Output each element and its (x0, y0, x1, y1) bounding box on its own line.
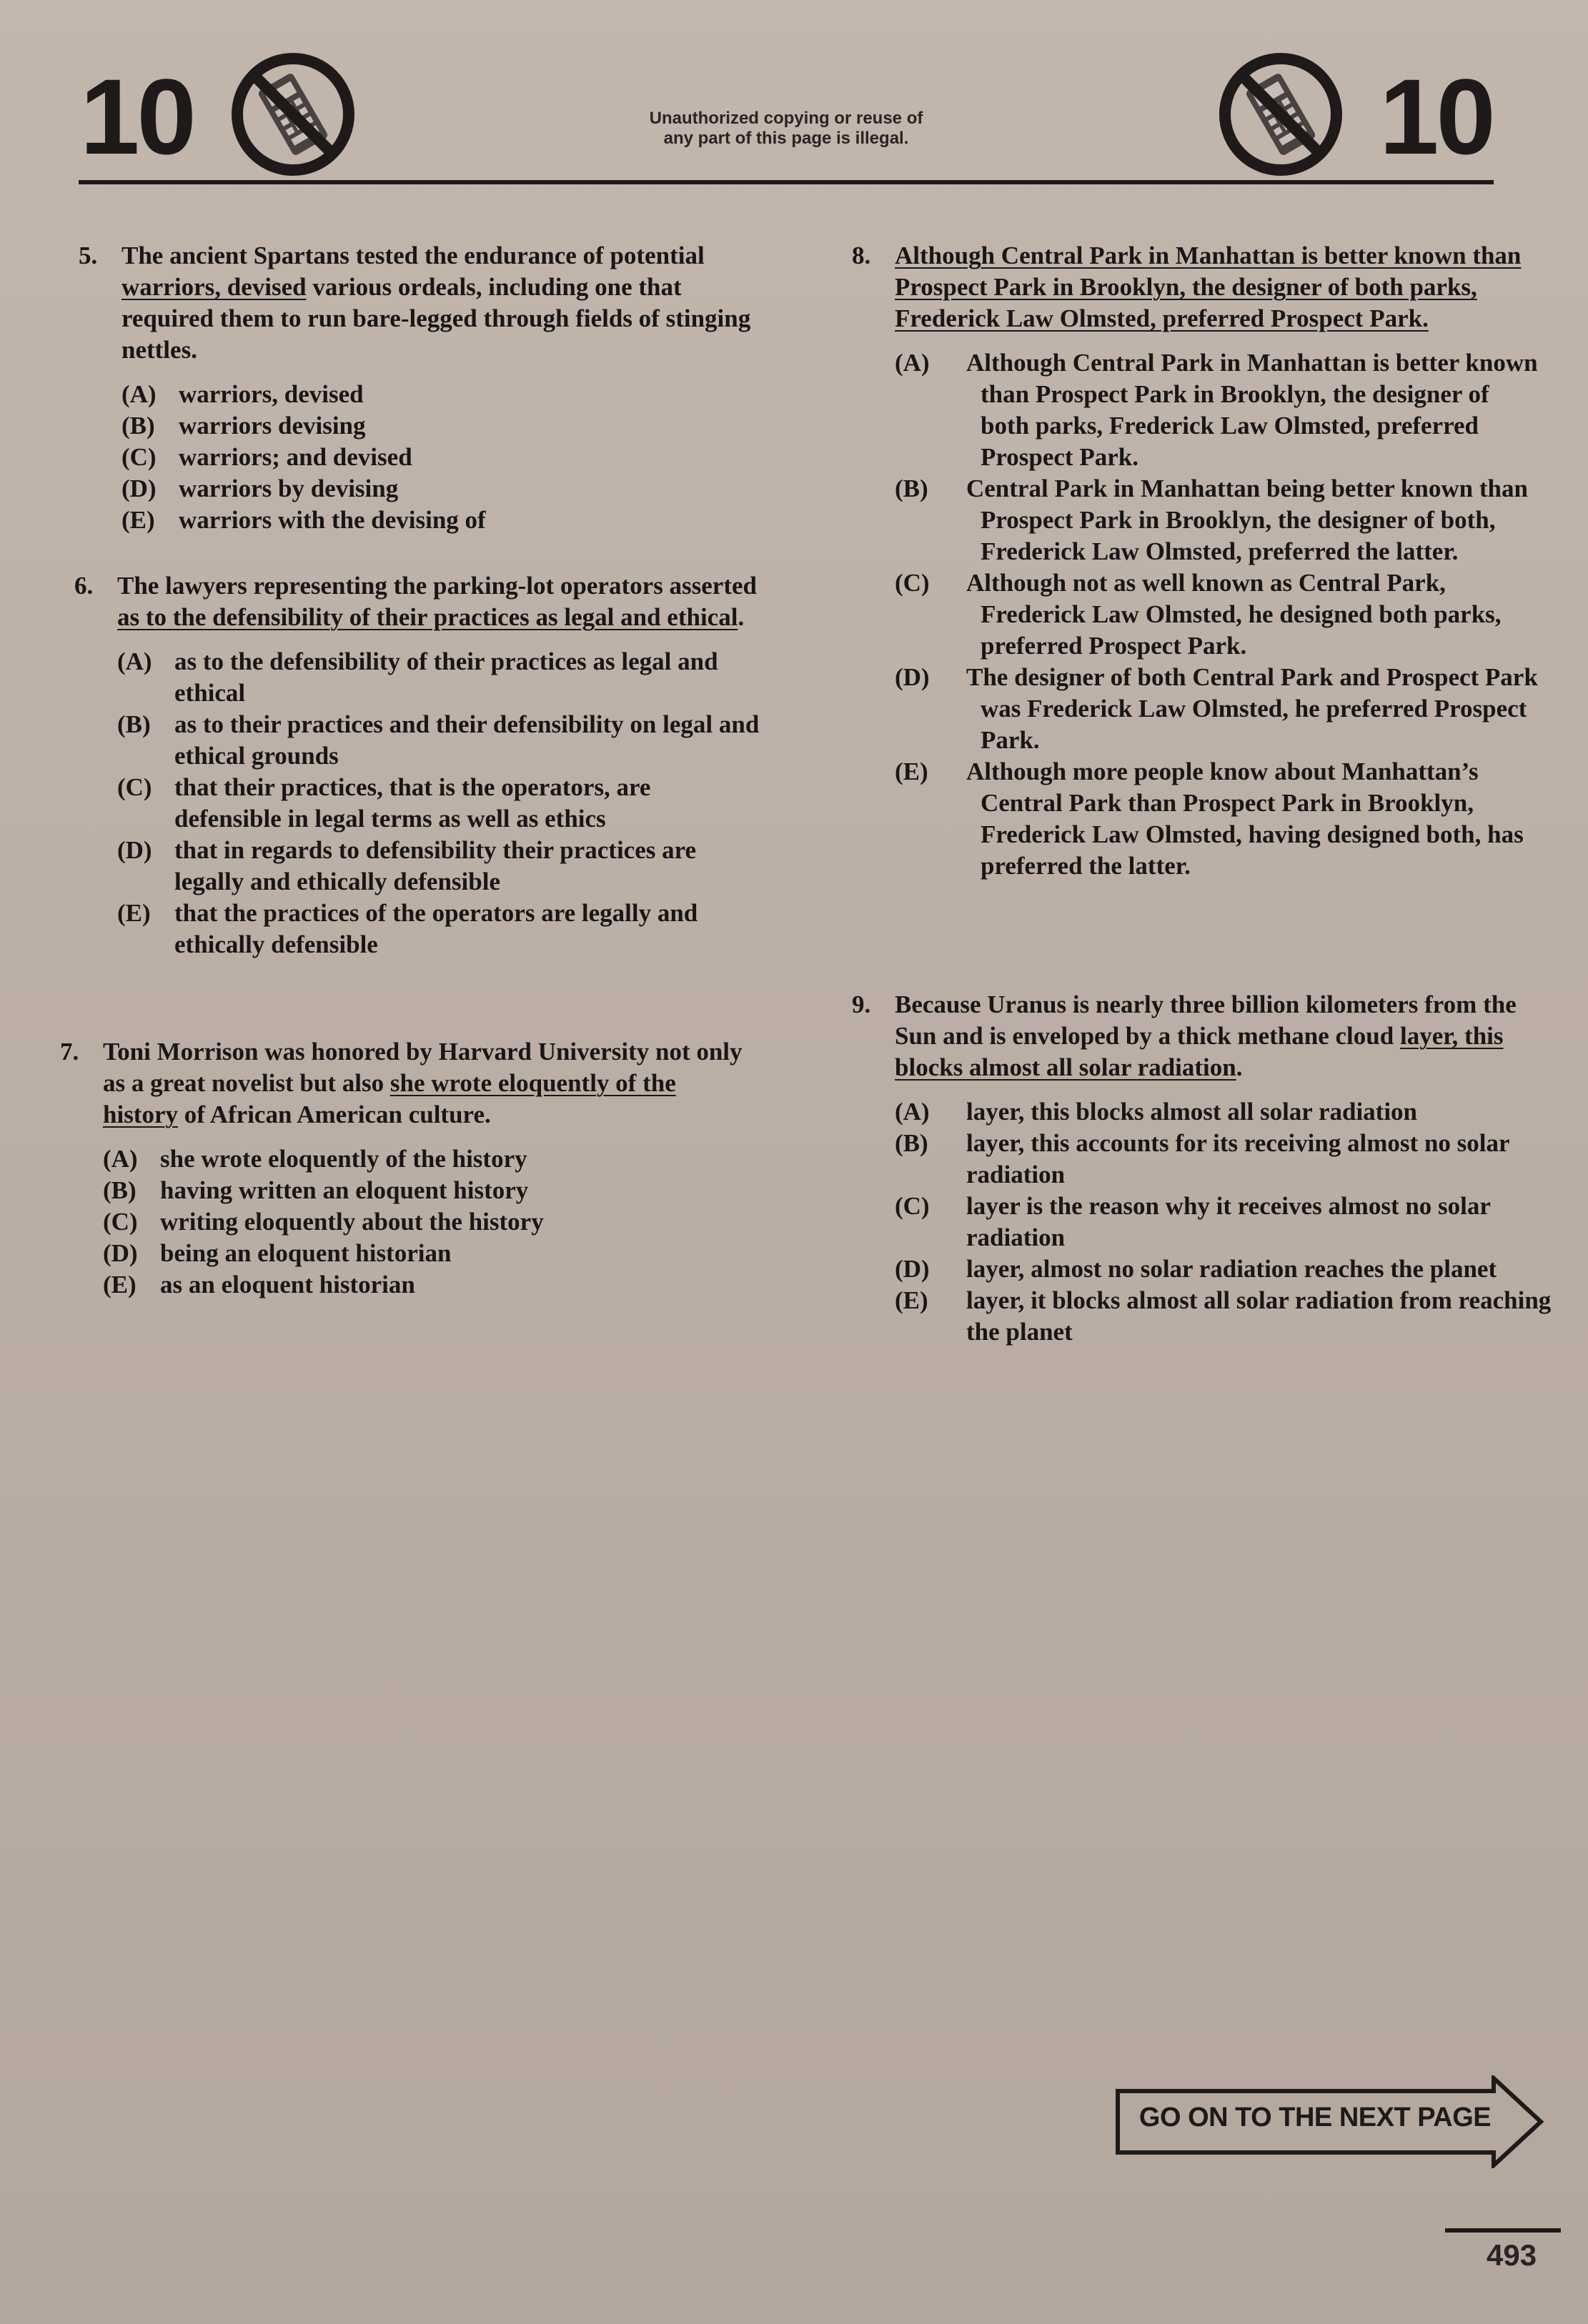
choice-letter: (C) (117, 773, 152, 801)
choice-c[interactable] (895, 567, 1538, 662)
choice-text: layer, almost no solar radiation reaches the planet (966, 1255, 1497, 1283)
choice-text: having written an eloquent history (160, 1176, 529, 1204)
choice-text: warriors by devising (179, 475, 399, 502)
stem-text: Because Uranus is nearly three billion kilometers from the Sun and is enveloped by a thick methane cloud (895, 990, 1517, 1050)
choice-letter: (A) (895, 1098, 930, 1126)
choice-b[interactable] (121, 410, 765, 442)
answer-choices (117, 646, 760, 960)
stem-underlined: layer, this blocks almost all solar radiation (895, 1022, 1504, 1081)
stem-text: . (738, 603, 745, 631)
question-stem (117, 570, 760, 633)
notice-line-2: any part of this page is illegal. (663, 129, 909, 148)
choice-text: she wrote eloquently of the history (160, 1145, 527, 1173)
choice-text: as an eloquent historian (160, 1271, 415, 1298)
choice-letter: (C) (895, 569, 930, 597)
question-8 (852, 240, 1538, 882)
stem-underlined: as to the defensibility of their practices as legal and ethical (117, 603, 738, 631)
choice-a[interactable] (103, 1143, 746, 1175)
choice-letter: (D) (121, 475, 157, 502)
no-calculator-icon (229, 50, 357, 179)
question-stem (121, 240, 765, 366)
question-5 (79, 240, 765, 536)
choice-letter: (A) (103, 1145, 138, 1173)
choice-text: layer, it blocks almost all solar radiation from reaching the planet (966, 1286, 1552, 1346)
footer-rule (1445, 2228, 1561, 2233)
choice-text: layer is the reason why it receives almost no solar radiation (966, 1192, 1491, 1251)
question-number: 7. (60, 1038, 79, 1066)
choice-letter: (B) (121, 412, 155, 440)
question-number: 8. (852, 242, 871, 269)
page-number: 493 (1487, 2238, 1537, 2272)
choice-text: Although Central Park in Manhattan is better known than Prospect Park in Brooklyn, the designer of both parks, Frederick Law Olmsted, preferred Prospect Park. (966, 349, 1538, 471)
question-7 (60, 1036, 746, 1301)
choice-d[interactable] (117, 835, 760, 898)
stem-underlined: warriors, devised (121, 273, 307, 301)
choice-b[interactable] (117, 709, 760, 772)
header-rule (79, 180, 1494, 184)
no-calculator-icon (1216, 50, 1345, 179)
question-9 (852, 989, 1552, 1348)
choice-text: writing eloquently about the history (160, 1208, 544, 1236)
answer-choices (121, 379, 765, 536)
choice-letter: (E) (121, 506, 155, 534)
choice-c[interactable] (117, 772, 760, 835)
choice-text: The designer of both Central Park and Prospect Park was Frederick Law Olmsted, he preferred Prospect Park. (966, 663, 1538, 754)
choice-text: layer, this blocks almost all solar radiation (966, 1098, 1418, 1126)
choice-text: that the practices of the operators are legally and ethically defensible (174, 899, 698, 958)
answer-choices (895, 1096, 1552, 1348)
choice-d[interactable] (895, 1253, 1552, 1285)
choice-letter: (C) (895, 1192, 930, 1220)
stem-underlined: Although Central Park in Manhattan is better known than Prospect Park in Brooklyn, the designer of both parks, Frederick Law Olmsted, preferred Prospect Park. (895, 242, 1522, 332)
choice-letter: (A) (895, 349, 930, 377)
question-number: 5. (79, 242, 98, 269)
choice-a[interactable] (117, 646, 760, 709)
choice-d[interactable] (103, 1238, 746, 1269)
choice-letter: (B) (895, 1129, 928, 1157)
section-number-left: 10 (80, 56, 194, 177)
answer-choices (103, 1143, 746, 1301)
choice-d[interactable] (121, 473, 765, 505)
choice-letter: (A) (121, 380, 157, 408)
choice-a[interactable] (121, 379, 765, 410)
question-stem (895, 240, 1538, 334)
choice-letter: (D) (103, 1239, 138, 1267)
choice-a[interactable] (895, 347, 1538, 473)
choice-e[interactable] (895, 756, 1538, 882)
choice-text: warriors; and devised (179, 443, 412, 471)
stem-text: various ordeals, including one that required them to run bare-legged through fields of stinging nettles. (121, 273, 751, 364)
choice-text: as to the defensibility of their practices as legal and ethical (174, 647, 718, 707)
choice-c[interactable] (121, 442, 765, 473)
stem-text: . (1236, 1053, 1243, 1081)
stem-underlined: she wrote eloquently of the history (103, 1069, 676, 1128)
stem-text: of African American culture. (178, 1101, 491, 1128)
choice-text: being an eloquent historian (160, 1239, 452, 1267)
stem-text: Toni Morrison was honored by Harvard University not only as a great novelist but also (103, 1038, 743, 1097)
stem-text: The lawyers representing the parking-lot operators asserted (117, 572, 757, 600)
next-page-banner[interactable] (1115, 2075, 1544, 2168)
choice-letter: (D) (895, 663, 930, 691)
next-page-label: GO ON TO THE NEXT PAGE (1138, 2102, 1492, 2132)
choice-letter: (E) (103, 1271, 137, 1298)
choice-e[interactable] (103, 1269, 746, 1301)
question-stem (103, 1036, 746, 1131)
choice-b[interactable] (103, 1175, 746, 1206)
choice-text: Although more people know about Manhattan’s Central Park than Prospect Park in Brooklyn, Frederick Law Olmsted, having designed both, has preferred the latter. (966, 758, 1524, 880)
stem-text: The ancient Spartans tested the endurance of potential (121, 242, 705, 269)
choice-text: warriors, devised (179, 380, 364, 408)
choice-letter: (A) (117, 647, 152, 675)
choice-text: Central Park in Manhattan being better known than Prospect Park in Brooklyn, the designer of both, Frederick Law Olmsted, preferred the latter. (966, 475, 1528, 565)
choice-e[interactable] (121, 505, 765, 536)
choice-c[interactable] (103, 1206, 746, 1238)
choice-text: that in regards to defensibility their practices are legally and ethically defensible (174, 836, 697, 895)
choice-letter: (C) (121, 443, 157, 471)
choice-e[interactable] (895, 1285, 1552, 1348)
copyright-notice (586, 109, 986, 149)
choice-text: that their practices, that is the operators, are defensible in legal terms as well as ethics (174, 773, 651, 833)
choice-letter: (B) (895, 475, 928, 502)
choice-letter: (D) (117, 836, 152, 864)
choice-b[interactable] (895, 1128, 1552, 1191)
choice-b[interactable] (895, 473, 1538, 567)
choice-letter: (B) (117, 710, 151, 738)
choice-text: as to their practices and their defensibility on legal and ethical grounds (174, 710, 760, 770)
question-number: 9. (852, 990, 871, 1018)
choice-letter: (B) (103, 1176, 137, 1204)
choice-text: layer, this accounts for its receiving almost no solar radiation (966, 1129, 1509, 1188)
choice-letter: (C) (103, 1208, 138, 1236)
choice-text: Although not as well known as Central Park, Frederick Law Olmsted, he designed both parks, preferred Prospect Park. (966, 569, 1502, 660)
choice-e[interactable] (117, 898, 760, 960)
choice-c[interactable] (895, 1191, 1552, 1253)
choice-text: warriors with the devising of (179, 506, 486, 534)
answer-choices (895, 347, 1538, 882)
choice-letter: (E) (895, 1286, 928, 1314)
section-number-right: 10 (1379, 56, 1493, 177)
question-number: 6. (74, 572, 94, 600)
choice-d[interactable] (895, 662, 1538, 756)
choice-text: warriors devising (179, 412, 366, 440)
choice-letter: (D) (895, 1255, 930, 1283)
question-6 (74, 570, 760, 960)
choice-a[interactable] (895, 1096, 1552, 1128)
notice-line-1: Unauthorized copying or reuse of (649, 109, 923, 128)
choice-letter: (E) (895, 758, 928, 785)
question-stem (895, 989, 1552, 1083)
choice-letter: (E) (117, 899, 151, 927)
